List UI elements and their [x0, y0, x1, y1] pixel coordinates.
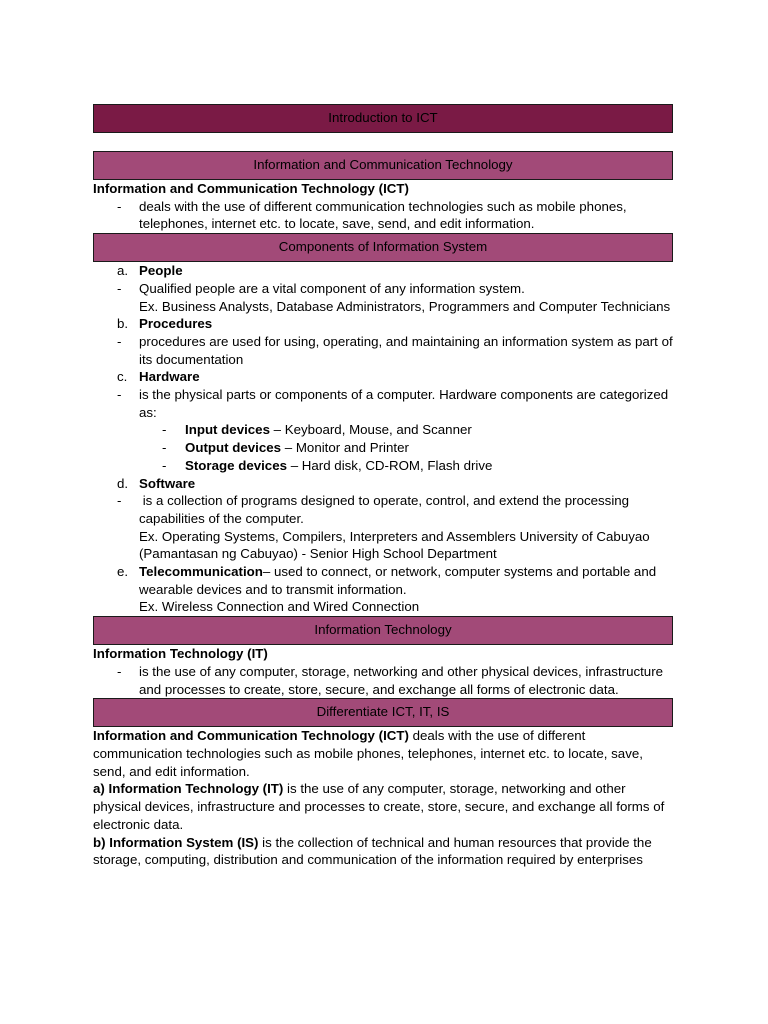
- list-marker: d.: [117, 475, 129, 491]
- sub-list-item: [93, 439, 673, 457]
- device-label: Storage devices: [185, 457, 287, 473]
- component-label: Hardware: [139, 369, 200, 385]
- list-item: [93, 663, 673, 698]
- sub-list-item: [93, 421, 673, 439]
- device-label: Output devices: [185, 440, 282, 456]
- list-item: [93, 198, 673, 233]
- component-label: Software: [139, 475, 196, 491]
- paragraph-text: is the use of any computer, storage, networking and other physical devices, infrastructure and processes to create, store, secure, and exchange all forms of electronic data.: [93, 781, 665, 832]
- dash-marker: -: [117, 198, 122, 214]
- section-band-ict: Information and Communication Technology: [93, 151, 673, 180]
- section-band-components: Components of Information System: [93, 233, 673, 262]
- paragraph-text: is the collection of technical and human resources that provide the storage, computing, distribution and communication of the information required by enterprises: [93, 834, 652, 868]
- list-item: [93, 563, 673, 598]
- component-label: People: [139, 263, 183, 279]
- list-marker: a.: [117, 263, 129, 279]
- paragraph-term: a) Information Technology (IT): [93, 781, 284, 797]
- list-item: [93, 333, 673, 368]
- paragraph-term: Information and Communication Technology (ICT): [93, 728, 409, 744]
- list-item: [93, 475, 673, 493]
- list-item: [93, 368, 673, 386]
- list-item: [93, 386, 673, 421]
- device-text: – Hard disk, CD-ROM, Flash drive: [287, 457, 493, 473]
- dash-marker: -: [162, 422, 167, 438]
- paragraph: [93, 780, 673, 833]
- component-text: is the physical parts or components of a computer. Hardware components are categorized as:: [139, 387, 669, 420]
- list-item: [93, 492, 673, 527]
- component-label: Procedures: [139, 316, 213, 332]
- dash-marker: -: [162, 457, 167, 473]
- paragraph-text: deals with the use of different communication technologies such as mobile phones, telephones, internet etc. to locate, save, send, and edit information.: [93, 728, 643, 779]
- list-marker: e.: [117, 564, 129, 580]
- ict-definition: deals with the use of different communication technologies such as mobile phones, telephones, internet etc. to locate, save, send, and edit information.: [139, 198, 627, 232]
- device-text: – Keyboard, Mouse, and Scanner: [269, 422, 472, 438]
- paragraph: [93, 834, 673, 869]
- dash-marker: -: [117, 387, 122, 403]
- component-text: – used to connect, or network, computer systems and portable and wearable devices and to transmit information.: [139, 564, 657, 597]
- section-band-it: Information Technology: [93, 616, 673, 645]
- list-item: [93, 280, 673, 298]
- document-page: [93, 104, 673, 869]
- component-label: Telecommunication: [139, 564, 263, 580]
- component-example: Ex. Wireless Connection and Wired Connection: [139, 599, 420, 615]
- dash-marker: -: [162, 440, 167, 456]
- list-marker: b.: [117, 316, 129, 332]
- dash-marker: -: [117, 333, 122, 349]
- ict-term: Information and Communication Technology (ICT): [93, 181, 409, 196]
- device-label: Input devices: [185, 422, 270, 438]
- title-band: Introduction to ICT: [93, 104, 673, 133]
- dash-marker: -: [117, 493, 122, 509]
- component-text: procedures are used for using, operating, and maintaining an information system as part of its documentation: [139, 333, 673, 367]
- component-example: Ex. Business Analysts, Database Administrators, Programmers and Computer Technicians: [139, 298, 671, 314]
- list-item: [93, 262, 673, 280]
- paragraph: [93, 727, 673, 780]
- it-definition: is the use of any computer, storage, networking and other physical devices, infrastructure and processes to create, store, secure, and exchange all forms of electronic data.: [139, 663, 664, 697]
- list-marker: c.: [117, 369, 128, 385]
- list-item: [93, 315, 673, 333]
- section-band-differentiate: Differentiate ICT, IT, IS: [93, 698, 673, 727]
- device-text: – Monitor and Printer: [281, 440, 409, 456]
- dash-marker: -: [117, 663, 122, 679]
- component-example: Ex. Operating Systems, Compilers, Interpreters and Assemblers University of Cabuyao (Pamantasan ng Cabuyao) - Senior High School Department: [139, 528, 650, 562]
- paragraph-term: b) Information System (IS): [93, 834, 259, 850]
- it-term: Information Technology (IT): [93, 646, 268, 662]
- sub-list-item: [93, 457, 673, 475]
- component-text: is a collection of programs designed to operate, control, and extend the processing capabilities of the computer.: [139, 493, 633, 526]
- dash-marker: -: [117, 280, 122, 296]
- component-text: Qualified people are a vital component of any information system.: [139, 280, 525, 296]
